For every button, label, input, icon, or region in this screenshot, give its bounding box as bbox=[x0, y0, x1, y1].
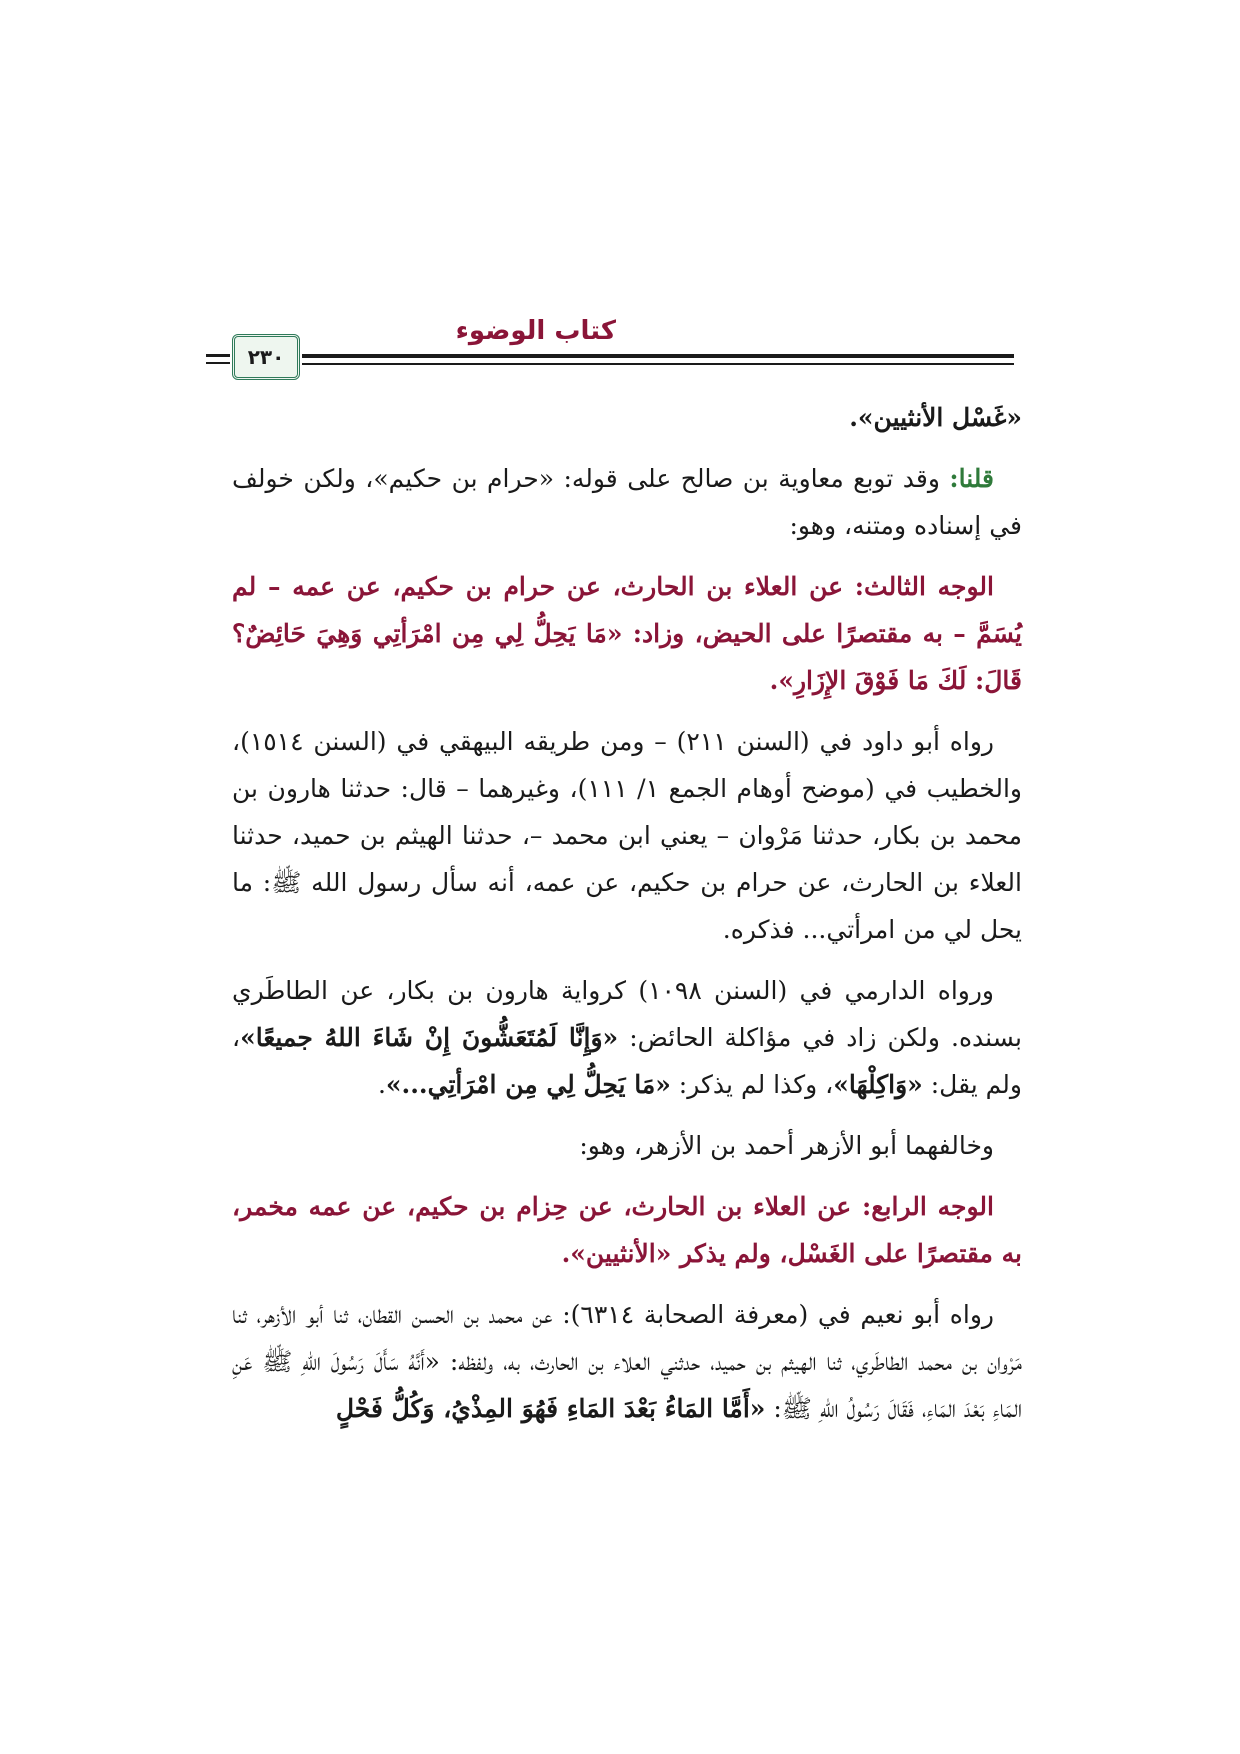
third-aspect-heading: الوجه الثالث: عن العلاء بن الحارث، عن حرام بن حكيم، عن عمه – لم يُسَمَّ – به مقتصرًا على الحيض، وزاد: «مَا يَحِلُّ لِي مِن امْرَأتِي وَهِيَ حَائِضٌ؟ قَالَ: لَكَ مَا فَوْقَ الإِزَارِ». bbox=[232, 572, 1022, 695]
quote-text: «غَسْل الأنثيين». bbox=[849, 403, 1022, 432]
qulna-label: قلنا: bbox=[949, 464, 994, 493]
p4-part-c: ، وكذا لم يذكر: bbox=[670, 1070, 834, 1099]
p4-part-b: ، ولم يقل: bbox=[232, 1023, 1022, 1099]
header-rule-left bbox=[206, 354, 230, 357]
page-header bbox=[232, 312, 1014, 384]
p4-quote-3: «مَا يَحِلُّ لِي مِن امْرَأتِي...» bbox=[385, 1070, 671, 1099]
book-title: كتاب الوضوء bbox=[455, 316, 616, 346]
paragraph-5: وخالفهما أبو الأزهر أحمد بن الأزهر، وهو: bbox=[579, 1131, 994, 1160]
header-rule-left-thin bbox=[206, 362, 230, 364]
p4-quote-1: «وَإِنَّا لَمُتَعَشُّونَ إِنْ شَاءَ اللهُ جميعًا» bbox=[240, 1023, 619, 1052]
p7-part-a: رواه أبو نعيم في (معرفة الصحابة ٦٣١٤): عن محمد بن الحسن القطان، ثنا أبو الأزهر، ثنا مَرْوان بن محمد الطاطَري، ثنا الهيثم بن حميد، حدثني العلاء بن الحارث، به، ولفظه: «أَنَّهُ سَأَلَ رَسُولَ اللهِ ﷺ عَنِ المَاءِ بَعْدَ المَاءِ، فَقَالَ رَسُولُ اللهِ ﷺ: bbox=[232, 1300, 1022, 1423]
page-number: ٢٣٠ bbox=[247, 345, 285, 369]
fourth-aspect-heading: الوجه الرابع: عن العلاء بن الحارث، عن حِزام بن حكيم، عن عمه مخمر، به مقتصرًا على الغَسْل، ولم يذكر «الأنثيين». bbox=[232, 1192, 1022, 1268]
paragraph-0 bbox=[232, 394, 1022, 441]
p4-part-a: ورواه الدارمي في (السنن ١٠٩٨) كرواية هارون بن بكار، عن الطاطَري بسنده. ولكن زاد في مؤاكلة الحائض: bbox=[232, 976, 1022, 1052]
header-rule-thick bbox=[302, 354, 1014, 358]
paragraph-7 bbox=[232, 1291, 1022, 1432]
p4-part-d: . bbox=[377, 1070, 386, 1099]
p4-quote-2: «وَاكِلْهَا» bbox=[833, 1070, 923, 1099]
paragraph-3: رواه أبو داود في (السنن ٢١١) – ومن طريقه البيهقي في (السنن ١٥١٤)، والخطيب في (موضح أوهام الجمع ١/ ١١١)، وغيرهما – قال: حدثنا هارون بن محمد بن بكار، حدثنا مَرْوان – يعني ابن محمد –، حدثنا الهيثم بن حميد، حدثنا العلاء بن الحارث، عن حرام بن حكيم، عن عمه، أنه سأل رسول الله ﷺ: ما يحل لي من امرأتي... فذكره. bbox=[232, 727, 1023, 944]
p7-quote: «أَمَّا المَاءُ بَعْدَ المَاءِ فَهُوَ المِذْيُ، وَكُلُّ فَحْلٍ bbox=[335, 1394, 766, 1423]
page-number-badge bbox=[232, 334, 300, 380]
page-body bbox=[232, 394, 1022, 1446]
header-rule-thin bbox=[302, 363, 1014, 365]
paragraph-1-text: وقد توبع معاوية بن صالح على قوله: «حرام بن حكيم»، ولكن خولف في إسناده ومتنه، وهو: bbox=[232, 464, 1022, 540]
paragraph-4 bbox=[232, 967, 1022, 1108]
paragraph-1 bbox=[232, 455, 1022, 549]
